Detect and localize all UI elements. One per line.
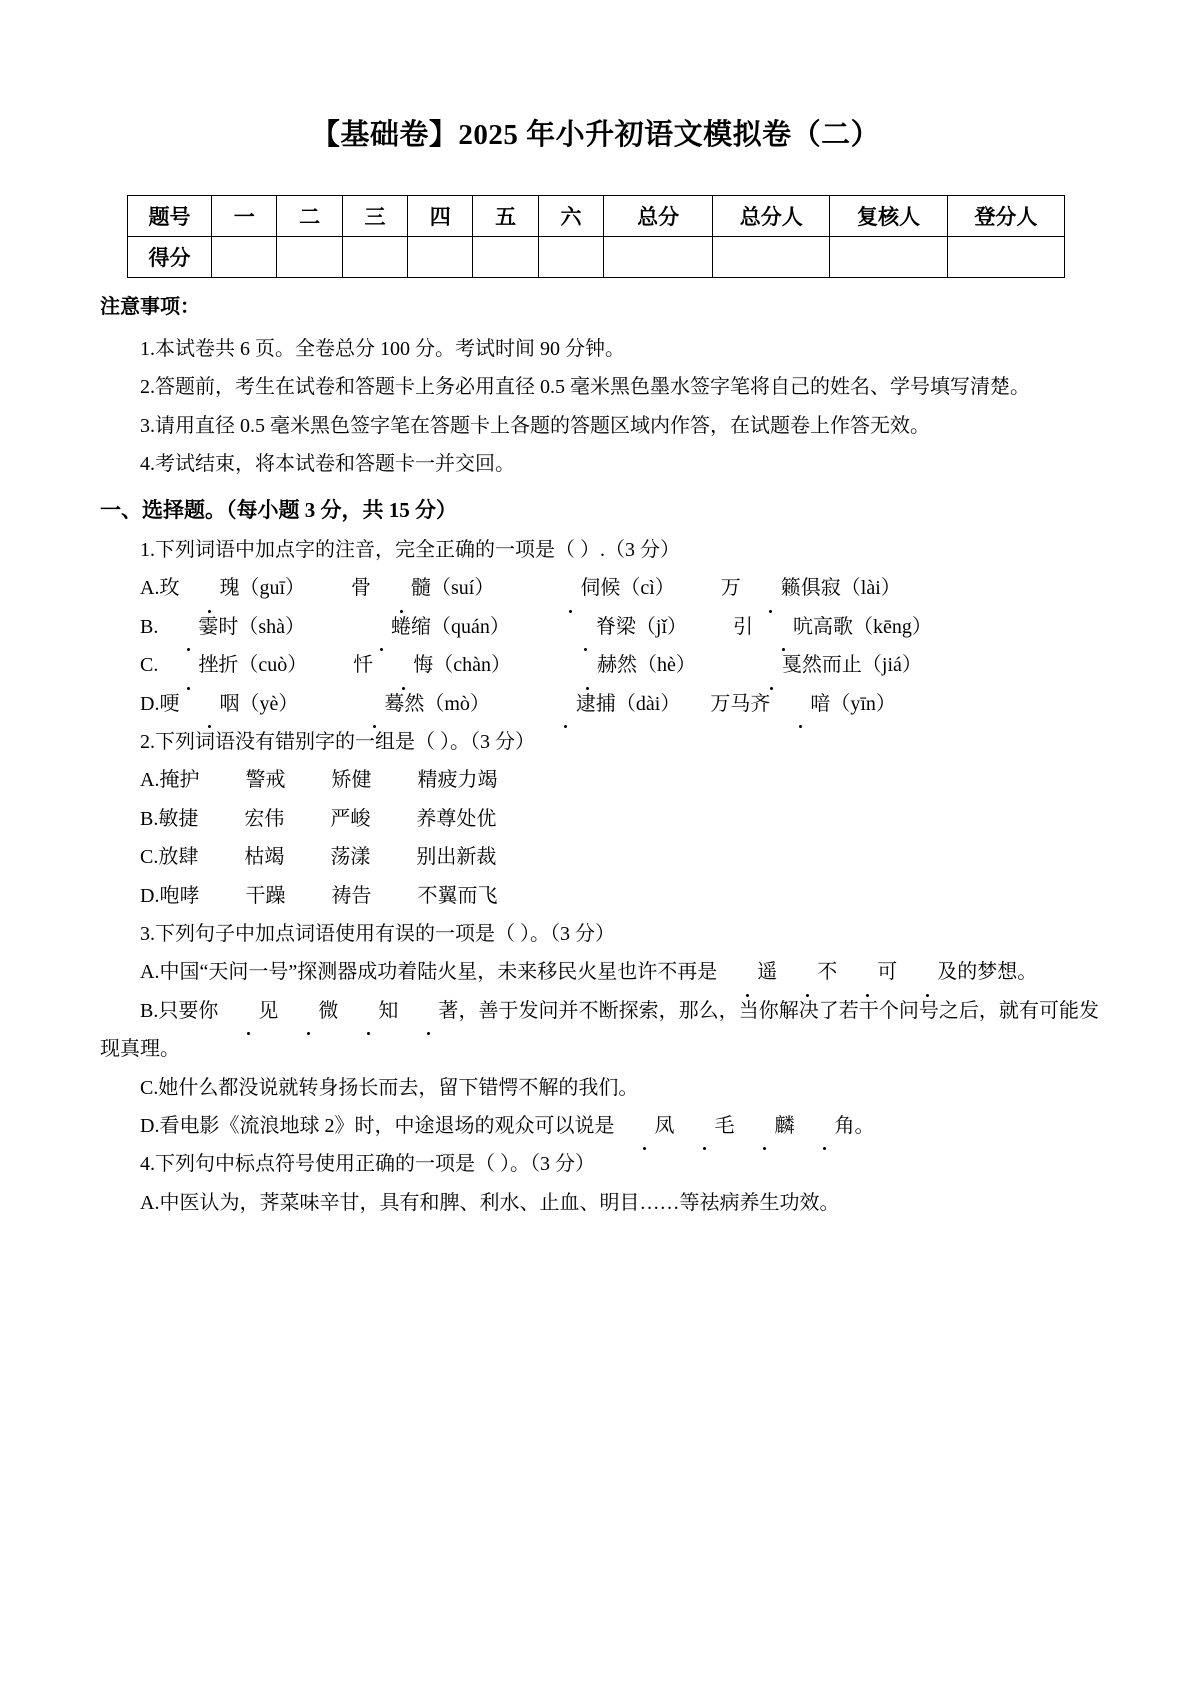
option-word: 掩护	[159, 769, 200, 792]
score-cell[interactable]	[473, 236, 538, 277]
option-label: D.	[140, 692, 160, 715]
question-1-option-a[interactable]	[100, 569, 1099, 607]
notice-item-3: 3.请用直径 0.5 毫米黑色签字笔在答题卡上各题的答题区域内作答，在试题卷上作答无效。	[140, 414, 930, 437]
option-word: 警戒	[245, 769, 286, 792]
option-label: C.	[140, 654, 159, 677]
score-table-col-header: 二	[277, 195, 342, 236]
option-word: 玫	[159, 577, 180, 600]
option-label: D.	[140, 1114, 160, 1137]
score-table-col-header: 五	[473, 195, 538, 236]
option-word: 万马齐	[710, 692, 771, 715]
option-word: 咆哮	[159, 884, 200, 907]
option-word: 别出新裁	[416, 846, 497, 869]
pinyin: （chàn）	[433, 654, 511, 677]
option-word: 精疲力竭	[417, 769, 498, 792]
score-table	[127, 195, 1065, 278]
option-word: 干躁	[245, 884, 286, 907]
dotted-phrase	[614, 1115, 854, 1137]
option-text: 。	[854, 1114, 875, 1137]
dotted-char: 籁	[741, 569, 801, 607]
dotted-char: 及	[897, 953, 957, 991]
dotted-char: 遥	[717, 953, 777, 991]
notice-item-1: 1.本试卷共 6 页。全卷总分 100 分。考试时间 90 分钟。	[140, 337, 625, 360]
pinyin: （yīn）	[830, 692, 896, 715]
option-label: B.	[140, 999, 159, 1022]
dotted-char: 霎	[158, 608, 218, 646]
score-table-col-header: 登分人	[947, 195, 1064, 236]
pinyin: （guī）	[239, 577, 306, 600]
score-table-row-label: 得分	[128, 236, 212, 277]
option-word: 高歌	[813, 615, 854, 638]
question-2-option-d[interactable]	[100, 877, 1099, 915]
pinyin: （jǐ）	[635, 615, 688, 638]
pinyin: （cuò）	[238, 654, 308, 677]
pinyin: （hè）	[637, 654, 696, 677]
score-table-col-header: 复核人	[830, 195, 947, 236]
question-1-option-b[interactable]	[100, 608, 1099, 646]
question-3-option-d[interactable]	[100, 1107, 1099, 1145]
dotted-char: 挫	[158, 646, 218, 684]
dotted-char: 瑰	[179, 569, 239, 607]
dotted-char: 毛	[674, 1107, 734, 1145]
dotted-char: 见	[218, 992, 278, 1030]
pinyin: （shà）	[238, 615, 306, 638]
question-2-option-c[interactable]	[100, 838, 1099, 876]
dotted-char: 脊	[556, 608, 616, 646]
question-3-stem: 3.下列句子中加点词语使用有误的一项是（ ）。（3 分）	[140, 922, 615, 945]
score-cell[interactable]	[212, 236, 277, 277]
option-text: 看电影《流浪地球 2》时，中途退场的观众可以说是	[159, 1114, 615, 1137]
option-word: 缩	[411, 615, 432, 638]
option-word: 哽	[159, 692, 180, 715]
dotted-char: 喑	[770, 685, 830, 723]
score-table-col-header: 三	[342, 195, 407, 236]
dotted-char: 不	[777, 953, 837, 991]
option-label: A.	[140, 577, 160, 600]
section-heading-one: 一、选择题。（每小题 3 分，共 15 分）	[100, 498, 457, 523]
option-label: A.	[140, 1191, 160, 1214]
score-cell[interactable]	[538, 236, 603, 277]
dotted-char: 赫	[557, 646, 617, 684]
dotted-char: 悔	[373, 646, 433, 684]
option-text: 中国“天问一号”探测器成功着陆火星，未来移民火星也许不再是	[159, 961, 718, 984]
option-word: 荡漾	[330, 846, 371, 869]
question-2-stem: 2.下列词语没有错别字的一组是（ ）。（3 分）	[140, 731, 535, 753]
score-table-container	[0, 195, 1191, 278]
option-word: 严峻	[330, 807, 371, 830]
score-table-col-header: 四	[408, 195, 473, 236]
dotted-char: 微	[278, 992, 338, 1030]
option-word: 万	[720, 577, 741, 600]
option-word: 敏捷	[158, 807, 199, 830]
option-word: 骨	[351, 577, 372, 600]
dotted-char: 髓	[371, 569, 431, 607]
notice-item-2: 2.答题前，考生在试卷和答题卡上务必用直径 0.5 毫米黑色墨水签字笔将自己的姓名、学号填写清楚。	[140, 376, 1030, 399]
option-label: D.	[140, 884, 160, 907]
question-1-option-c[interactable]	[100, 646, 1099, 684]
dotted-char: 麟	[734, 1107, 794, 1145]
notice-heading: 注意事项：	[100, 295, 200, 318]
pinyin: （dài）	[615, 692, 681, 715]
question-3-option-a[interactable]	[100, 953, 1099, 991]
pinyin: （suí）	[431, 577, 495, 600]
score-cell[interactable]	[713, 236, 830, 277]
question-1-stem: 1.下列词语中加点字的注音，完全正确的一项是（ ）.（3 分）	[140, 539, 680, 562]
option-word: 养尊处优	[416, 807, 497, 830]
question-2-option-b[interactable]	[100, 800, 1099, 838]
table-row	[128, 195, 1065, 236]
dotted-phrase	[218, 1000, 458, 1022]
score-table-col-header: 总分	[604, 195, 713, 236]
dotted-char: 蜷	[351, 608, 411, 646]
pinyin: （quán）	[431, 615, 510, 638]
question-1-option-d[interactable]	[100, 685, 1099, 723]
score-cell[interactable]	[408, 236, 473, 277]
score-cell[interactable]	[604, 236, 713, 277]
option-label: C.	[140, 1076, 159, 1099]
option-word: 俱寂	[800, 577, 841, 600]
pinyin: （yè）	[239, 692, 299, 715]
pinyin: （lài）	[840, 577, 901, 600]
option-word: 捕	[595, 692, 616, 715]
question-4-stem: 4.下列句中标点符号使用正确的一项是（ ）。（3 分）	[140, 1153, 595, 1176]
option-text: 的梦想。	[957, 961, 1038, 984]
pinyin: （jiá）	[861, 654, 922, 677]
option-word: 时	[218, 615, 239, 638]
score-cell[interactable]	[947, 236, 1064, 277]
pinyin: （kēng）	[853, 615, 932, 638]
exam-content	[0, 292, 1191, 1222]
score-cell[interactable]	[342, 236, 407, 277]
option-word: 然	[617, 654, 637, 677]
notice-item-4: 4.考试结束，将本试卷和答题卡一并交回。	[140, 452, 515, 475]
dotted-char: 逮	[536, 685, 596, 723]
option-label: B.	[140, 807, 159, 830]
question-2-option-a[interactable]	[100, 761, 1099, 799]
pinyin: （mò）	[424, 692, 490, 715]
option-label: A.	[140, 961, 160, 984]
option-word: 忏	[353, 654, 374, 677]
dotted-char: 知	[338, 992, 398, 1030]
score-table-row-label: 题号	[128, 195, 212, 236]
score-table-col-header: 总分人	[713, 195, 830, 236]
dotted-char: 角	[794, 1107, 854, 1145]
score-cell[interactable]	[830, 236, 947, 277]
option-text: 中医认为，荠菜味辛甘，具有和脾、利水、止血、明目……等祛病养生功效。	[159, 1191, 840, 1214]
dotted-char: 伺	[540, 569, 600, 607]
dotted-char: 著	[398, 992, 458, 1030]
score-cell[interactable]	[277, 236, 342, 277]
option-word: 枯竭	[244, 846, 285, 869]
option-text: 她什么都没说就转身扬长而去，留下错愕不解的我们。	[158, 1076, 639, 1099]
dotted-char: 戛	[742, 646, 802, 684]
option-word: 祷告	[331, 884, 372, 907]
option-label: C.	[140, 846, 159, 869]
score-table-col-header: 一	[212, 195, 277, 236]
page-title: 【基础卷】2025 年小升初语文模拟卷（二）	[310, 119, 881, 151]
option-word: 候	[600, 577, 621, 600]
question-4-option-a[interactable]	[100, 1184, 1099, 1222]
option-word: 然	[404, 692, 425, 715]
question-3-option-b[interactable]	[100, 992, 1099, 1069]
option-word: 引	[733, 615, 754, 638]
option-word: 折	[218, 654, 239, 677]
option-word: 然而止	[801, 654, 862, 677]
option-word: 梁	[615, 615, 636, 638]
dotted-char: 咽	[179, 685, 239, 723]
option-label: B.	[140, 615, 159, 638]
table-row	[128, 236, 1065, 277]
option-word: 矫健	[331, 769, 372, 792]
question-3-option-c[interactable]	[100, 1069, 1099, 1107]
dotted-char: 可	[837, 953, 897, 991]
option-word: 宏伟	[244, 807, 285, 830]
dotted-char: 吭	[753, 608, 813, 646]
option-text: 只要你	[158, 999, 219, 1022]
option-label: A.	[140, 769, 160, 792]
dotted-char: 凤	[614, 1107, 674, 1145]
dotted-char: 蓦	[344, 685, 404, 723]
score-table-col-header: 六	[538, 195, 603, 236]
option-text: ，善于发问并不断探索，那么，当你解决了若干个问号之后，就有可能发现真理。	[100, 999, 1100, 1061]
option-word: 不翼而飞	[417, 884, 498, 907]
option-word: 放肆	[158, 846, 199, 869]
pinyin: （cì）	[620, 577, 675, 600]
dotted-phrase	[717, 961, 957, 983]
